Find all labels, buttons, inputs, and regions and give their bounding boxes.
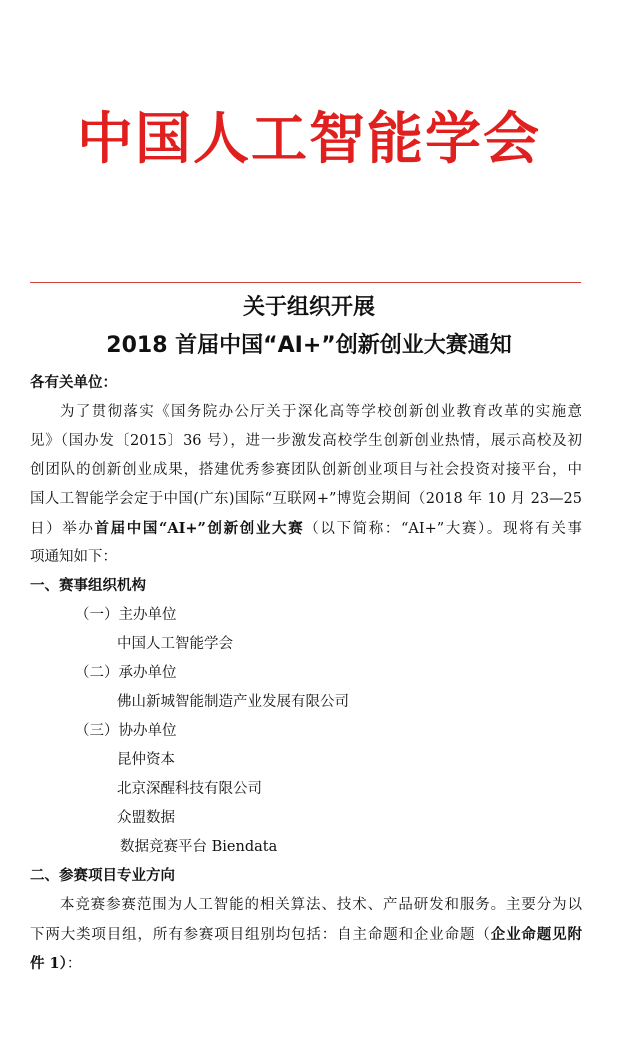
text-line (30, 485, 582, 514)
text-line (30, 833, 582, 862)
document-body (30, 369, 582, 978)
document-title-line1: 关于组织开展 (242, 295, 375, 320)
text-line (30, 659, 582, 688)
text-segment: （二）承办单位 (75, 665, 177, 681)
text-segment: 本竞赛参赛范围为人工智能的相关算法、技术、产品研发和服务。主要分为以 (60, 897, 582, 913)
text-segment: 创团队的创新创业成果，搭建优秀参赛团队创新创业项目与社会投资对接平台，中 (30, 462, 582, 478)
text-segment: 各有关单位： (30, 375, 117, 391)
text-line (30, 514, 582, 543)
text-segment: 为了贯彻落实《国务院办公厅关于深化高等学校创新创业教育改革的实施意 (60, 404, 582, 420)
text-segment: 一、赛事组织机构 (30, 578, 146, 594)
text-line (30, 688, 582, 717)
text-line (30, 891, 582, 920)
bold-text: 件 1） (30, 955, 67, 972)
bold-text: 首届中国“AI+”创新创业大赛 (94, 520, 305, 537)
text-segment: （一）主办单位 (75, 607, 177, 623)
text-segment: 国人工智能学会定于中国(广东)国际“互联网+”博览会期间（2018 年 10 月 23—25 (30, 491, 582, 507)
text-segment: 中国人工智能学会 (117, 636, 233, 652)
text-line (30, 949, 582, 978)
text-segment: （三）协办单位 (75, 723, 177, 739)
text-line (30, 456, 582, 485)
text-line (30, 427, 582, 456)
letterhead-divider (30, 282, 581, 283)
text-segment: 北京深醒科技有限公司 (117, 781, 262, 797)
bold-text: 企业命题见附 (490, 926, 582, 943)
text-segment: （以下简称：“AI+”大赛）。现将有关事 (304, 521, 582, 537)
text-line (30, 543, 582, 572)
text-segment: 众盟数据 (117, 810, 175, 826)
text-line (30, 398, 582, 427)
text-line (30, 601, 582, 630)
text-line (30, 630, 582, 659)
text-segment: 昆仲资本 (117, 752, 175, 768)
text-line (30, 746, 582, 775)
text-segment: 日）举办 (30, 521, 95, 537)
section-heading (30, 369, 582, 398)
text-segment: 数据竞赛平台 Biendata (120, 839, 278, 855)
text-line (30, 804, 582, 833)
text-segment: 二、参赛项目专业方向 (30, 868, 175, 884)
text-line (30, 717, 582, 746)
text-segment: 下两大类项目组，所有参赛项目组别均包括：自主命题和企业命题（ (30, 927, 491, 943)
text-segment: 佛山新城智能制造产业发展有限公司 (117, 694, 349, 710)
text-segment: 见》（国办发〔2015〕36 号），进一步激发高校学生创新创业热情，展示高校及初 (30, 433, 582, 449)
section-heading (30, 862, 582, 891)
text-line (30, 775, 582, 804)
text-segment: ： (66, 956, 82, 972)
section-heading (30, 572, 582, 601)
letterhead-org-name: 中国人工智能学会 (77, 106, 541, 172)
document-title-line2: 2018 首届中国“AI+”创新创业大赛通知 (106, 333, 512, 358)
text-segment: 项通知如下： (30, 549, 117, 565)
text-line (30, 920, 582, 949)
